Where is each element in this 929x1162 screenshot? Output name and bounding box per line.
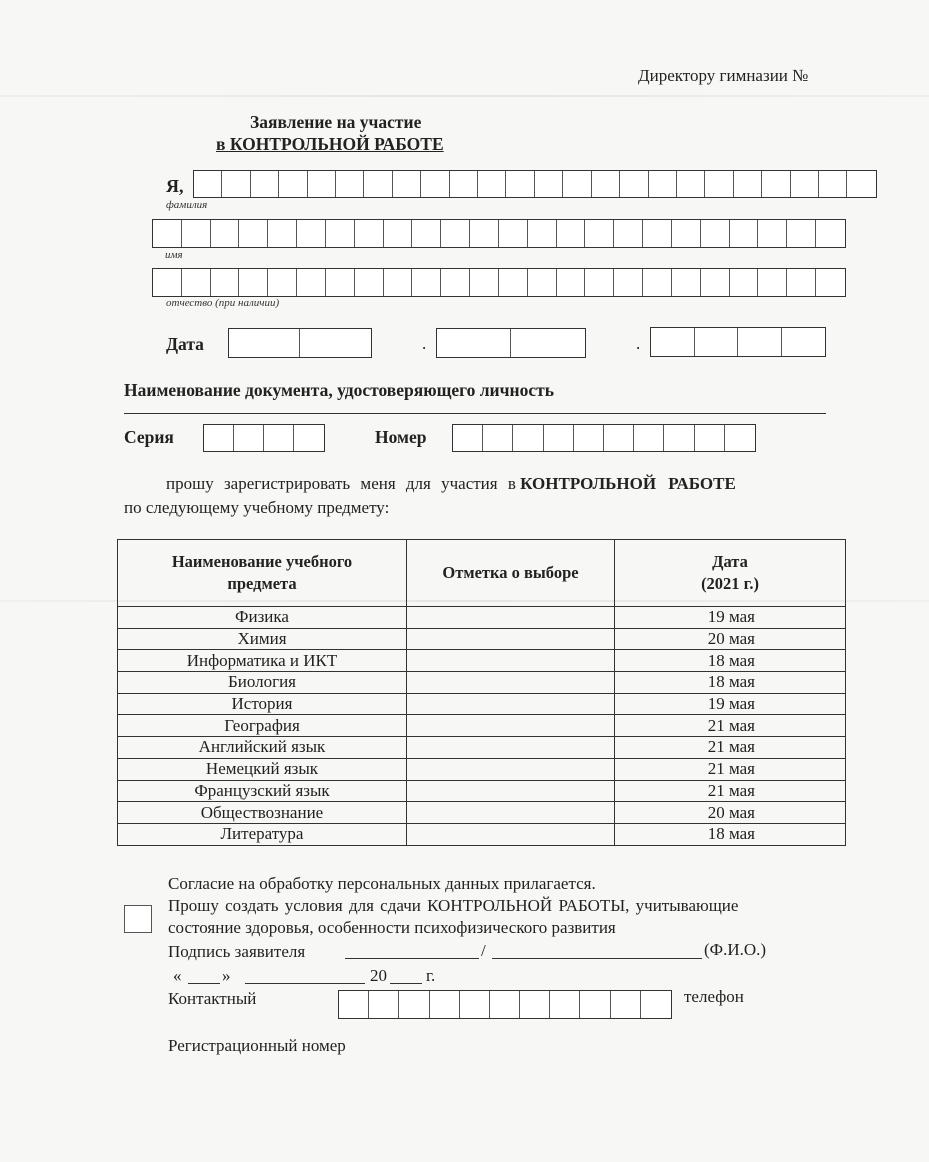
char-cell[interactable]: [460, 991, 490, 1018]
document-name-line[interactable]: [124, 413, 826, 414]
request-line2: по следующему учебному предмету:: [124, 498, 390, 517]
date-cell: 20 мая: [615, 628, 846, 650]
date-cell: 18 мая: [615, 823, 846, 845]
date-cell: 19 мая: [615, 607, 846, 629]
char-cell[interactable]: [308, 171, 336, 197]
char-cell[interactable]: [297, 269, 326, 296]
char-cell[interactable]: [641, 991, 671, 1018]
table-row: [118, 823, 846, 845]
year-line[interactable]: [390, 983, 422, 984]
char-cell[interactable]: [268, 269, 297, 296]
char-cell[interactable]: [791, 171, 819, 197]
table-row: [118, 628, 846, 650]
char-cell[interactable]: [762, 171, 790, 197]
char-cell[interactable]: [585, 269, 614, 296]
char-cell[interactable]: [279, 171, 307, 197]
char-cell[interactable]: [782, 328, 826, 356]
phone-label: телефон: [684, 987, 744, 1006]
birth-month-input[interactable]: [436, 328, 586, 358]
char-cell[interactable]: [421, 171, 449, 197]
char-cell[interactable]: [651, 328, 695, 356]
char-cell[interactable]: [437, 329, 511, 357]
char-cell[interactable]: [268, 220, 297, 247]
choice-cell[interactable]: [407, 628, 615, 650]
choice-cell[interactable]: [407, 650, 615, 672]
char-cell[interactable]: [430, 991, 460, 1018]
char-cell[interactable]: [705, 171, 733, 197]
char-cell[interactable]: [204, 425, 234, 451]
table-row: [118, 802, 846, 824]
addressee-text: Директору гимназии №: [638, 66, 809, 85]
subject-cell: Химия: [118, 628, 407, 650]
char-cell[interactable]: [490, 991, 520, 1018]
choice-cell[interactable]: [407, 693, 615, 715]
conditions-line2: состояние здоровья, особенности психофизического развития: [168, 918, 616, 937]
ya-label: Я,: [166, 176, 184, 196]
char-cell[interactable]: [499, 220, 528, 247]
special-conditions-checkbox[interactable]: [124, 905, 152, 933]
choice-cell[interactable]: [407, 715, 615, 737]
birth-year-input[interactable]: [650, 327, 826, 357]
choice-cell[interactable]: [407, 823, 615, 845]
date-cell: 19 мая: [615, 693, 846, 715]
char-cell[interactable]: [819, 171, 847, 197]
char-cell[interactable]: [229, 329, 300, 357]
table-row: [118, 758, 846, 780]
char-cell[interactable]: [520, 991, 550, 1018]
phone-input[interactable]: [338, 990, 672, 1019]
name-input[interactable]: [152, 219, 846, 248]
series-input[interactable]: [203, 424, 325, 452]
char-cell[interactable]: [153, 269, 182, 296]
char-cell[interactable]: [614, 220, 643, 247]
char-cell[interactable]: [326, 269, 355, 296]
date-open-quote: «: [173, 966, 182, 985]
subject-cell: Обществознание: [118, 802, 407, 824]
char-cell[interactable]: [506, 171, 534, 197]
subject-cell: Биология: [118, 672, 407, 694]
char-cell[interactable]: [620, 171, 648, 197]
date-cell: 18 мая: [615, 650, 846, 672]
signature-line[interactable]: [345, 958, 479, 959]
table-row: [118, 607, 846, 629]
char-cell[interactable]: [643, 269, 672, 296]
choice-cell[interactable]: [407, 607, 615, 629]
char-cell[interactable]: [251, 171, 279, 197]
char-cell[interactable]: [611, 991, 641, 1018]
char-cell[interactable]: [550, 991, 580, 1018]
char-cell[interactable]: [294, 425, 324, 451]
subject-cell: Английский язык: [118, 737, 407, 759]
char-cell[interactable]: [499, 269, 528, 296]
name-caption: имя: [165, 249, 183, 261]
char-cell[interactable]: [194, 171, 222, 197]
subject-cell: География: [118, 715, 407, 737]
table-row: [118, 737, 846, 759]
date-cell: 21 мая: [615, 780, 846, 802]
char-cell[interactable]: [592, 171, 620, 197]
char-cell[interactable]: [399, 991, 429, 1018]
patronymic-input[interactable]: [152, 268, 846, 297]
char-cell[interactable]: [664, 425, 694, 451]
char-cell[interactable]: [384, 220, 413, 247]
day-line[interactable]: [188, 983, 220, 984]
choice-column-header: Отметка о выборе: [407, 540, 615, 607]
number-label: Номер: [375, 427, 427, 447]
char-cell[interactable]: [672, 269, 701, 296]
char-cell[interactable]: [182, 220, 211, 247]
request-text: [166, 474, 736, 494]
date-label: Дата: [166, 334, 204, 354]
char-cell[interactable]: [211, 269, 240, 296]
char-cell[interactable]: [758, 220, 787, 247]
char-cell[interactable]: [695, 328, 739, 356]
char-cell[interactable]: [528, 269, 557, 296]
subject-column-header: Наименование учебного предмета: [118, 540, 407, 607]
subject-cell: Французский язык: [118, 780, 407, 802]
table-row: [118, 672, 846, 694]
fio-line[interactable]: [492, 958, 702, 959]
char-cell[interactable]: [787, 220, 816, 247]
contact-label: Контактный: [168, 989, 257, 1008]
table-row: [118, 693, 846, 715]
char-cell[interactable]: [234, 425, 264, 451]
char-cell[interactable]: [557, 220, 586, 247]
char-cell[interactable]: [384, 269, 413, 296]
char-cell[interactable]: [511, 329, 585, 357]
char-cell[interactable]: [730, 220, 759, 247]
char-cell[interactable]: [412, 269, 441, 296]
char-cell[interactable]: [153, 220, 182, 247]
request-line1-bold: КОНТРОЛЬНОЙ РАБОТЕ: [520, 474, 736, 493]
form-subtitle: в КОНТРОЛЬНОЙ РАБОТЕ: [216, 134, 444, 154]
char-cell[interactable]: [239, 220, 268, 247]
char-cell[interactable]: [695, 425, 725, 451]
char-cell[interactable]: [672, 220, 701, 247]
choice-cell[interactable]: [407, 780, 615, 802]
char-cell[interactable]: [535, 171, 563, 197]
char-cell[interactable]: [364, 171, 392, 197]
char-cell[interactable]: [574, 425, 604, 451]
series-label: Серия: [124, 427, 174, 447]
conditions-line1: Прошу создать условия для сдачи КОНТРОЛЬНОЙ РАБОТЫ, учитывающие: [168, 896, 739, 915]
subjects-table: [117, 539, 846, 846]
char-cell[interactable]: [701, 269, 730, 296]
date-column-header: Дата (2021 г.): [615, 540, 846, 607]
choice-cell[interactable]: [407, 672, 615, 694]
char-cell[interactable]: [816, 269, 845, 296]
char-cell[interactable]: [297, 220, 326, 247]
char-cell[interactable]: [483, 425, 513, 451]
char-cell[interactable]: [725, 425, 755, 451]
char-cell[interactable]: [300, 329, 371, 357]
signature-label: Подпись заявителя: [168, 942, 306, 961]
subject-cell: Информатика и ИКТ: [118, 650, 407, 672]
table-row: [118, 715, 846, 737]
char-cell[interactable]: [211, 220, 240, 247]
char-cell[interactable]: [847, 171, 875, 197]
number-input[interactable]: [452, 424, 756, 452]
char-cell[interactable]: [580, 991, 610, 1018]
table-row: [118, 780, 846, 802]
char-cell[interactable]: [470, 269, 499, 296]
patronymic-caption: отчество (при наличии): [166, 297, 280, 309]
char-cell[interactable]: [264, 425, 294, 451]
request-line1: прошу зарегистрировать меня для участия в: [166, 474, 516, 493]
date-cell: 21 мая: [615, 758, 846, 780]
date-cell: 20 мая: [615, 802, 846, 824]
char-cell[interactable]: [816, 220, 845, 247]
char-cell[interactable]: [634, 425, 664, 451]
char-cell[interactable]: [544, 425, 574, 451]
subject-cell: Физика: [118, 607, 407, 629]
char-cell[interactable]: [677, 171, 705, 197]
subject-cell: Немецкий язык: [118, 758, 407, 780]
char-cell[interactable]: [182, 269, 211, 296]
char-cell[interactable]: [239, 269, 268, 296]
char-cell[interactable]: [701, 220, 730, 247]
char-cell[interactable]: [758, 269, 787, 296]
char-cell[interactable]: [557, 269, 586, 296]
char-cell[interactable]: [513, 425, 543, 451]
char-cell[interactable]: [412, 220, 441, 247]
document-heading: Наименование документа, удостоверяющего личность: [124, 380, 554, 400]
table-row: [118, 650, 846, 672]
year-suffix: г.: [426, 966, 436, 985]
char-cell[interactable]: [787, 269, 816, 296]
char-cell[interactable]: [738, 328, 782, 356]
surname-input[interactable]: [193, 170, 877, 198]
char-cell[interactable]: [563, 171, 591, 197]
birth-day-input[interactable]: [228, 328, 372, 358]
consent-text: Согласие на обработку персональных данных прилагается.: [168, 874, 596, 893]
char-cell[interactable]: [730, 269, 759, 296]
month-line[interactable]: [245, 983, 365, 984]
choice-cell[interactable]: [407, 758, 615, 780]
char-cell[interactable]: [614, 269, 643, 296]
char-cell[interactable]: [441, 269, 470, 296]
char-cell[interactable]: [355, 220, 384, 247]
char-cell[interactable]: [734, 171, 762, 197]
date-cell: 21 мая: [615, 737, 846, 759]
char-cell[interactable]: [643, 220, 672, 247]
char-cell[interactable]: [369, 991, 399, 1018]
subject-cell: История: [118, 693, 407, 715]
form-title: Заявление на участие: [250, 112, 422, 132]
char-cell[interactable]: [585, 220, 614, 247]
char-cell[interactable]: [649, 171, 677, 197]
char-cell[interactable]: [339, 991, 369, 1018]
char-cell[interactable]: [326, 220, 355, 247]
subject-cell: Литература: [118, 823, 407, 845]
char-cell[interactable]: [604, 425, 634, 451]
fio-label: (Ф.И.О.): [704, 940, 767, 959]
choice-cell[interactable]: [407, 802, 615, 824]
date-cell: 18 мая: [615, 672, 846, 694]
char-cell[interactable]: [393, 171, 421, 197]
char-cell[interactable]: [336, 171, 364, 197]
date-close-quote: »: [222, 966, 231, 985]
date-separator: .: [422, 334, 427, 353]
char-cell[interactable]: [441, 220, 470, 247]
char-cell[interactable]: [450, 171, 478, 197]
char-cell[interactable]: [453, 425, 483, 451]
char-cell[interactable]: [355, 269, 384, 296]
char-cell[interactable]: [528, 220, 557, 247]
date-cell: 21 мая: [615, 715, 846, 737]
year-prefix: 20: [370, 966, 387, 985]
registration-number-label: Регистрационный номер: [168, 1036, 346, 1055]
char-cell[interactable]: [222, 171, 250, 197]
date-separator: .: [636, 334, 641, 353]
char-cell[interactable]: [470, 220, 499, 247]
surname-caption: фамилия: [166, 199, 208, 211]
char-cell[interactable]: [478, 171, 506, 197]
choice-cell[interactable]: [407, 737, 615, 759]
signature-slash: /: [481, 941, 486, 960]
